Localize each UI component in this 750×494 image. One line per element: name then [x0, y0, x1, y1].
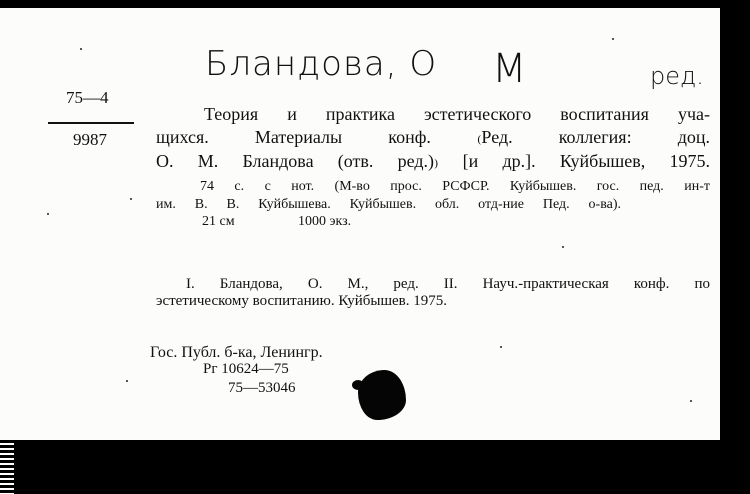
dust-speck: [562, 246, 564, 248]
catalog-card: [0, 8, 720, 440]
handwritten-editor-note: ред.: [650, 62, 704, 90]
dust-speck: [47, 213, 49, 215]
dust-speck: [130, 198, 132, 200]
handwritten-author: Бландова, О: [205, 44, 438, 84]
ink-blot-drop: [352, 380, 364, 390]
tracings-line-2: эстетическому воспитанию. Куйбышев. 1975.: [156, 293, 447, 309]
description-line-4: 74 с. с нот. (М-во прос. РСФСР. Куйбышев. гос. пед. ин-т: [200, 179, 710, 194]
description-line-3: О. М. Бландова (отв. ред.)₎ [и др.]. Куйбышев, 1975.: [156, 151, 710, 171]
description-line-5: им. В. В. Куйбышева. Куйбышев. обл. отд-ние Пед. о-ва).: [156, 197, 621, 212]
library-code-2: 75—53046: [228, 380, 296, 396]
shelf-code: 9987: [73, 130, 107, 149]
handwritten-mark: М: [492, 46, 527, 92]
library-code-1: Рг 10624—75: [203, 361, 289, 377]
shelf-divider: [48, 122, 134, 124]
dust-speck: [612, 38, 614, 40]
dust-speck: [690, 400, 692, 402]
description-line-2: щихся. Материалы конф. ₍Ред. коллегия: доц.: [156, 127, 710, 147]
shelf-number: 75—4: [66, 88, 109, 107]
tracings-line-1: I. Бландова, О. М., ред. II. Науч.-практическая конф. по: [186, 276, 710, 292]
dust-speck: [500, 346, 502, 348]
library-name: Гос. Публ. б-ка, Ленингр.: [150, 344, 323, 361]
dust-speck: [80, 48, 82, 50]
dust-speck: [126, 380, 128, 382]
ink-blot: [358, 370, 406, 420]
physical-size: 21 см: [202, 214, 235, 229]
description-line-1: Теория и практика эстетического воспитания уча-: [204, 104, 710, 124]
print-run: 1000 экз.: [298, 214, 352, 229]
